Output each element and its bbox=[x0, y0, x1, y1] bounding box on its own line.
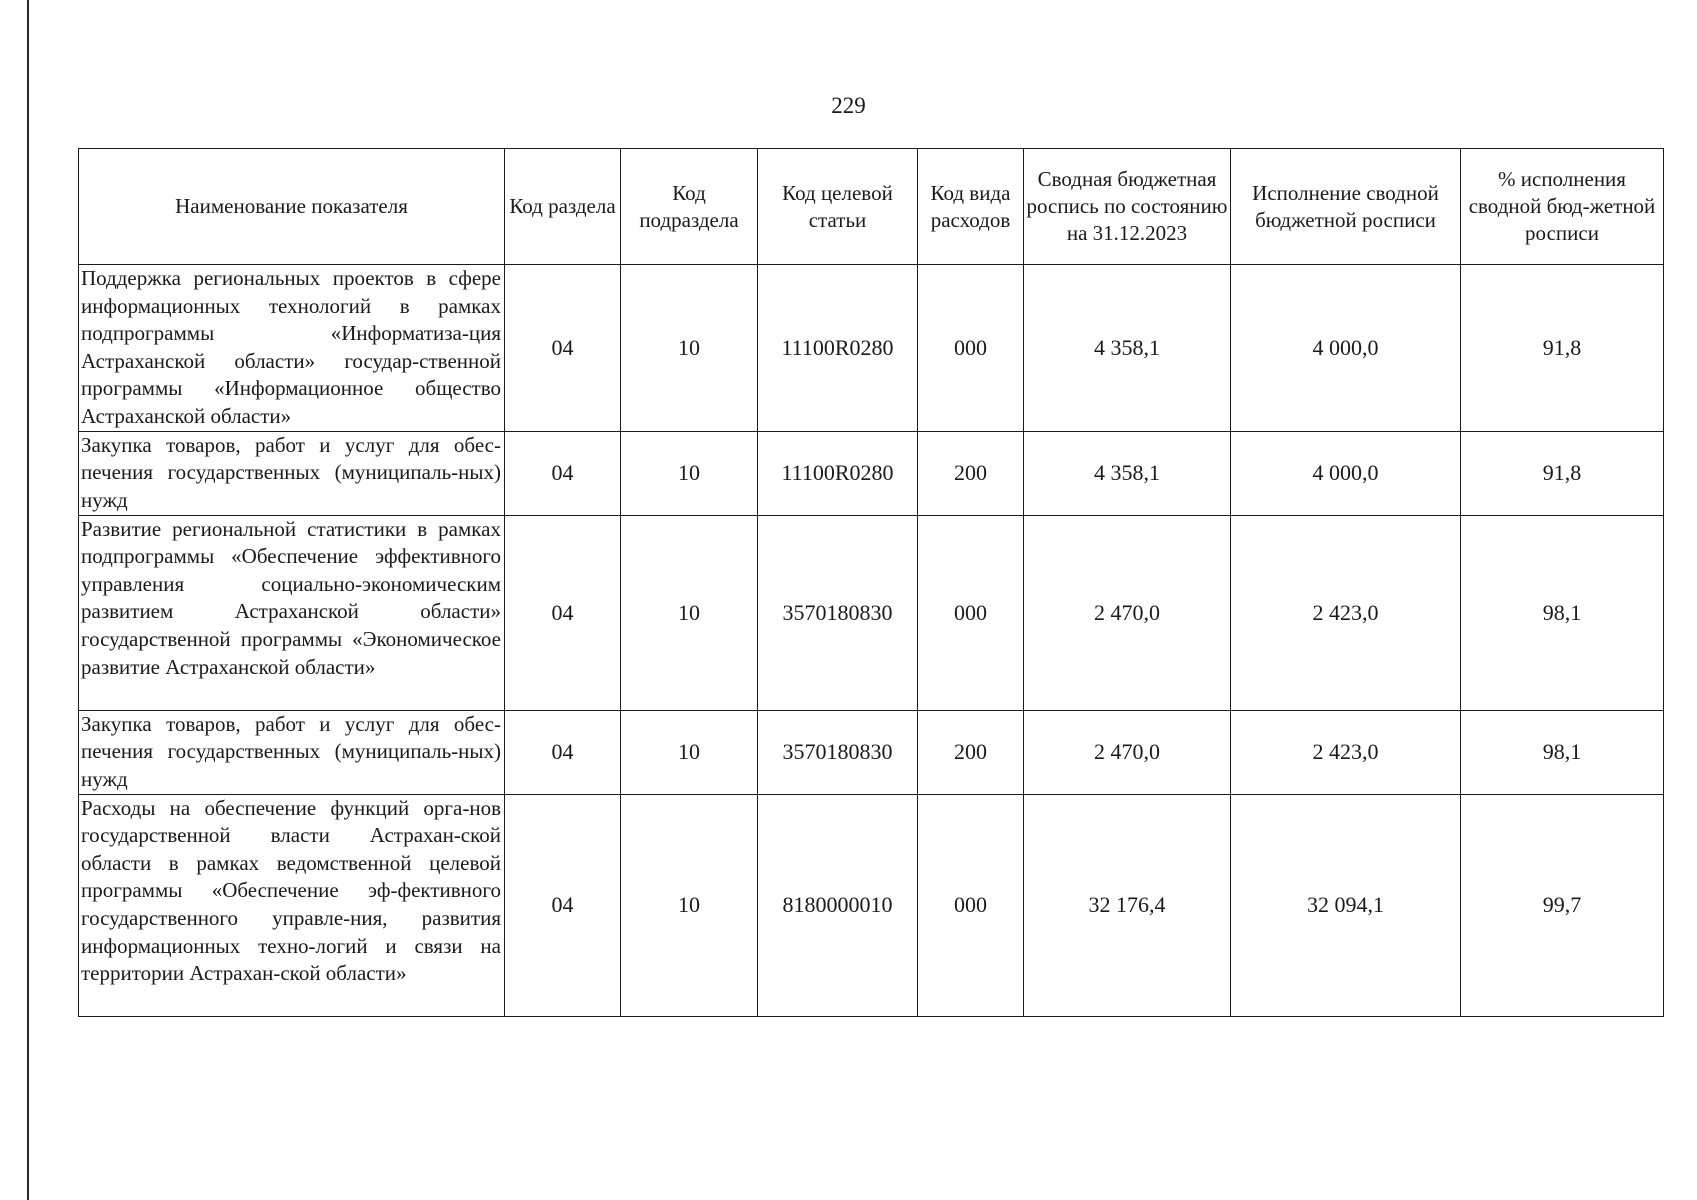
header-expense-type-code: Код вида расходов bbox=[918, 149, 1024, 265]
row-budget-value: 2 470,0 bbox=[1024, 710, 1231, 794]
row-expense-type-code: 200 bbox=[918, 431, 1024, 515]
table-row bbox=[79, 710, 1664, 794]
row-expense-type-code: 000 bbox=[918, 515, 1024, 710]
row-execution-value: 4 000,0 bbox=[1231, 265, 1461, 432]
header-name: Наименование показателя bbox=[79, 149, 505, 265]
binding-line bbox=[27, 0, 29, 1200]
row-execution-value: 2 423,0 bbox=[1231, 515, 1461, 710]
row-section-code: 04 bbox=[505, 431, 621, 515]
row-name: Поддержка региональных проектов в сфере информационных технологий в рамках подпрограммы «Информатиза-ция Астраханской области» государ-ственной программы «Информационное общество Астраханской области» bbox=[79, 265, 505, 432]
row-expense-type-code: 000 bbox=[918, 265, 1024, 432]
header-subsection-code: Код подраздела bbox=[621, 149, 758, 265]
row-subsection-code: 10 bbox=[621, 710, 758, 794]
row-subsection-code: 10 bbox=[621, 265, 758, 432]
row-expense-type-code: 200 bbox=[918, 710, 1024, 794]
row-execution-value: 4 000,0 bbox=[1231, 431, 1461, 515]
row-subsection-code: 10 bbox=[621, 431, 758, 515]
row-section-code: 04 bbox=[505, 515, 621, 710]
header-section-code: Код раздела bbox=[505, 149, 621, 265]
row-budget-value: 4 358,1 bbox=[1024, 265, 1231, 432]
row-target-code: 8180000010 bbox=[758, 794, 918, 1016]
row-percent-value: 98,1 bbox=[1461, 710, 1664, 794]
table-row bbox=[79, 794, 1664, 1016]
row-percent-value: 91,8 bbox=[1461, 265, 1664, 432]
row-name: Развитие региональной статистики в рамках подпрограммы «Обеспечение эффективного управления социально-экономическим развитием Астраханской области» государственной программы «Экономическое развитие Астраханской области» bbox=[79, 515, 505, 710]
row-subsection-code: 10 bbox=[621, 794, 758, 1016]
header-percent: % исполнения сводной бюд-жетной росписи bbox=[1461, 149, 1664, 265]
row-name: Закупка товаров, работ и услуг для обес-печения государственных (муниципаль-ных) нужд bbox=[79, 710, 505, 794]
row-target-code: 11100R0280 bbox=[758, 265, 918, 432]
page-number: 229 bbox=[831, 93, 866, 118]
row-percent-value: 99,7 bbox=[1461, 794, 1664, 1016]
row-budget-value: 4 358,1 bbox=[1024, 431, 1231, 515]
row-subsection-code: 10 bbox=[621, 515, 758, 710]
budget-execution-table bbox=[78, 148, 1664, 1017]
row-section-code: 04 bbox=[505, 710, 621, 794]
header-target-code: Код целевой статьи bbox=[758, 149, 918, 265]
table-row bbox=[79, 515, 1664, 710]
row-name: Расходы на обеспечение функций орга-нов государственной власти Астрахан-ской области в рамках ведомственной целевой программы «Обеспечение эф-фективного государственного управле-ния, развития информационных техно-логий и связи на территории Астрахан-ской области» bbox=[79, 794, 505, 1016]
row-execution-value: 32 094,1 bbox=[1231, 794, 1461, 1016]
header-execution: Исполнение сводной бюджетной росписи bbox=[1231, 149, 1461, 265]
row-budget-value: 32 176,4 bbox=[1024, 794, 1231, 1016]
row-percent-value: 98,1 bbox=[1461, 515, 1664, 710]
table-row bbox=[79, 265, 1664, 432]
row-execution-value: 2 423,0 bbox=[1231, 710, 1461, 794]
row-budget-value: 2 470,0 bbox=[1024, 515, 1231, 710]
row-section-code: 04 bbox=[505, 794, 621, 1016]
row-expense-type-code: 000 bbox=[918, 794, 1024, 1016]
row-section-code: 04 bbox=[505, 265, 621, 432]
table-row bbox=[79, 431, 1664, 515]
row-target-code: 3570180830 bbox=[758, 710, 918, 794]
row-target-code: 11100R0280 bbox=[758, 431, 918, 515]
header-budget-schedule: Сводная бюджетная роспись по состоянию на 31.12.2023 bbox=[1024, 149, 1231, 265]
row-name: Закупка товаров, работ и услуг для обес-печения государственных (муниципаль-ных) нужд bbox=[79, 431, 505, 515]
row-percent-value: 91,8 bbox=[1461, 431, 1664, 515]
row-target-code: 3570180830 bbox=[758, 515, 918, 710]
table-header-row bbox=[79, 149, 1664, 265]
